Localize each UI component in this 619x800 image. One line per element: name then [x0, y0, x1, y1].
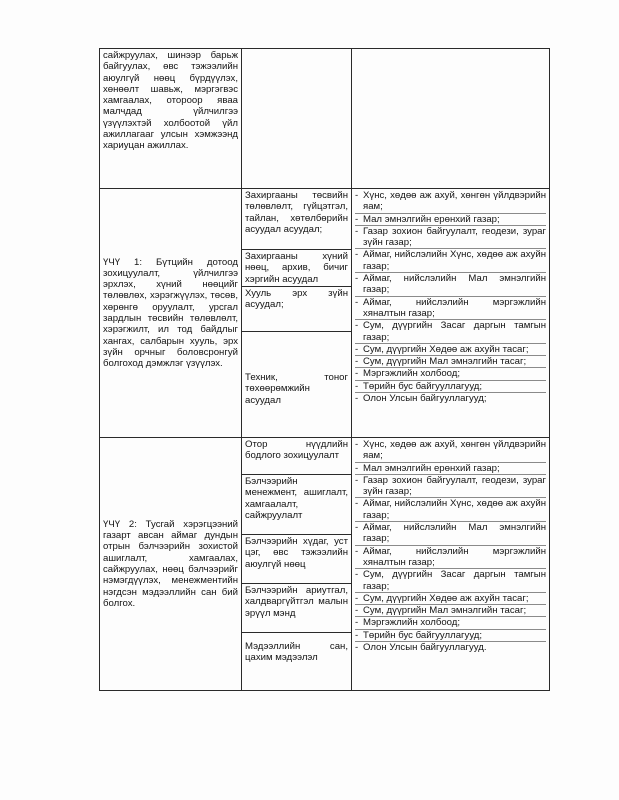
- list-item: - Аймаг, нийслэлийн Хүнс, хөдөө аж ахуйн газар;: [355, 249, 546, 273]
- table-row-continuation: [100, 49, 550, 189]
- empty-orgs-cell: [352, 49, 550, 189]
- list-item: - Аймаг, нийслэлийн мэргэжлийн хяналтын газар;: [355, 546, 546, 570]
- list-item: - Төрийн бус байгууллагууд;: [355, 630, 546, 642]
- section-2-orgs-list: [355, 439, 546, 653]
- section-1-topics-cell: [242, 189, 352, 438]
- section-1-orgs-list: [355, 190, 546, 404]
- list-item: - Аймаг, нийслэлийн Мал эмнэлгийн газар;: [355, 522, 546, 546]
- list-item: - Сум, дүүргийн Засаг даргын тамгын газар;: [355, 569, 546, 593]
- list-item: - Сум, дүүргийн Засаг даргын тамгын газар;: [355, 320, 546, 344]
- section-2-task-cell: ҮЧҮ 2: Тусгай хэрэгцээний газарт авсан аймаг дундын отрын бэлчээрийн зохистой ашиглалт, хамгаалах, сайжруулах, нөөц бэлчээрийг нэмэгдүүлэх, менежментийн нэгдсэн мэдээллийн сан бий болгох.: [100, 438, 242, 691]
- responsibility-table: [99, 48, 550, 691]
- table-row-section-1: [100, 189, 550, 438]
- topic-item: Бэлчээрийн хүдаг, уст цэг, өвс тэжээлийн аюулгүй нөөц: [242, 535, 351, 584]
- list-item: - Мэргэжлийн холбоод;: [355, 617, 546, 629]
- topic-item: Бэлчээрийн менежмент, ашиглалт, хамгаалалт, сайжруулалт: [242, 475, 351, 535]
- section-2-topics-cell: [242, 438, 352, 691]
- list-item: - Сум, дүүргийн Мал эмнэлгийн тасаг;: [355, 605, 546, 617]
- list-item: - Мэргэжлийн холбоод;: [355, 368, 546, 380]
- topic-item: Отор нүүдлийн бодлого зохицуулалт: [242, 438, 351, 475]
- list-item: - Олон Улсын байгууллагууд.: [355, 642, 546, 653]
- list-item: - Сум, дүүргийн Хөдөө аж ахуйн тасаг;: [355, 593, 546, 605]
- list-item: - Газар зохион байгуулалт, геодези, зураг зүйн газар;: [355, 475, 546, 499]
- topic-item: Хууль эрх зүйн асуудал;: [242, 287, 351, 332]
- list-item: - Сум, дүүргийн Мал эмнэлгийн тасаг;: [355, 356, 546, 368]
- list-item: - Олон Улсын байгууллагууд;: [355, 393, 546, 404]
- list-item: - Мал эмнэлгийн ерөнхий газар;: [355, 463, 546, 475]
- list-item: - Аймаг, нийслэлийн Мал эмнэлгийн газар;: [355, 273, 546, 297]
- table-row-section-2: [100, 438, 550, 691]
- continuation-task-cell: сайжруулах, шинээр барьж байгуулах, өвс тэжээлийн аюулгүй нөөц бүрдүүлэх, хөнөөлт шавьж, мэргэгвэс хамгаалах, отороор яваа малчдад үйлчилгээ үзүүлэхтэй холбоотой үйл ажиллагааг улсын хэмжээнд хариуцан ажиллах.: [100, 49, 242, 189]
- section-2-orgs-cell: [352, 438, 550, 691]
- list-item: - Газар зохион байгуулалт, геодези, зураг зүйн газар;: [355, 226, 546, 250]
- topic-item: Захиргааны төсвийн төлөвлөлт, гүйцэтгэл, тайлан, хөтөлбөрийн асуудал асуудал;: [242, 189, 351, 250]
- list-item: - Хүнс, хөдөө аж ахуй, хөнгөн үйлдвэрийн яам;: [355, 439, 546, 463]
- section-1-task-cell: ҮЧҮ 1: Бүтцийн дотоод зохицуулалт, үйлчилгээ эрхлэх, хүний нөөцийг төлөвлөх, хэрэгжүүлэх, төсөв, хөрөнгө оруулалт, урсгал зардлын төсвийн төлөвлөлт, хэрэгжилт, ил тод байдлыг хангах, салбарын хууль, эрх зүйн орчныг боловсронгуй болгоход дэмжлэг үзүүлэх.: [100, 189, 242, 438]
- topic-item: Бэлчээрийн ариутгал, халдваргүйтгэл малын эрүүл мэнд: [242, 584, 351, 633]
- list-item: - Аймаг, нийслэлийн Хүнс, хөдөө аж ахуйн газар;: [355, 498, 546, 522]
- empty-topic-cell: [242, 49, 352, 189]
- list-item: - Хүнс, хөдөө аж ахуй, хөнгөн үйлдвэрийн яам;: [355, 190, 546, 214]
- list-item: - Сум, дүүргийн Хөдөө аж ахуйн тасаг;: [355, 344, 546, 356]
- list-item: - Аймаг, нийслэлийн мэргэжлийн хяналтын газар;: [355, 297, 546, 321]
- list-item: - Төрийн бус байгууллагууд;: [355, 381, 546, 393]
- section-1-orgs-cell: [352, 189, 550, 438]
- topic-item: Захиргааны хүний нөөц, архив, бичиг хэргийн асуудал: [242, 250, 351, 287]
- topic-item: Мэдээллийн сан, цахим мэдээлэл: [245, 641, 348, 664]
- topic-item: Техник, тоног төхөөрөмжийн асуудал: [245, 372, 348, 406]
- list-item: - Мал эмнэлгийн ерөнхий газар;: [355, 214, 546, 226]
